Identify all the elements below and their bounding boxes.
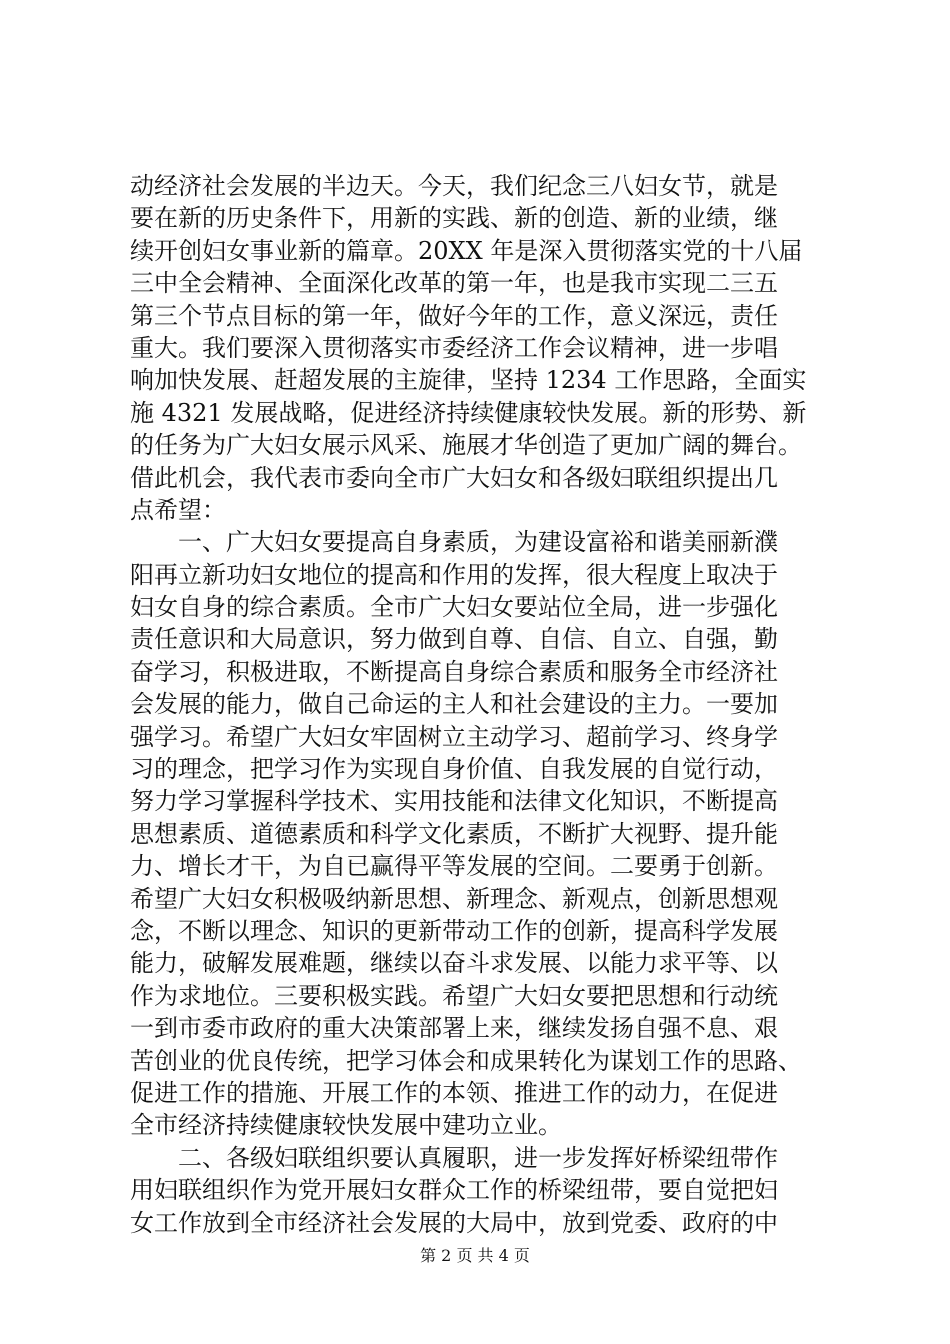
text-line: 习的理念，把学习作为实现自身价值、自我发展的自觉行动， [130, 755, 778, 784]
text-line: 阳再立新功妇女地位的提高和作用的发挥，很大程度上取决于 [130, 560, 778, 589]
text-line: 三中全会精神、全面深化改革的第一年，也是我市实现二三五 [130, 269, 778, 298]
document-body [130, 170, 830, 1239]
text-line: 作为求地位。三要积极实践。希望广大妇女要把思想和行动统 [130, 981, 778, 1010]
text-line: 动经济社会发展的半边天。今天，我们纪念三八妇女节，就是 [130, 172, 778, 200]
text-line: 念，不断以理念、知识的更新带动工作的创新，提高科学发展 [130, 916, 778, 945]
text-line: 续开创妇女事业新的篇章。20XX 年是深入贯彻落实党的十八届 [130, 236, 803, 265]
text-line: 重大。我们要深入贯彻落实市委经济工作会议精神，进一步唱 [130, 333, 778, 362]
text-line: 二、各级妇联组织要认真履职，进一步发挥好桥梁纽带作 [130, 1143, 778, 1172]
text-line: 妇女自身的综合素质。全市广大妇女要站位全局，进一步强化 [130, 593, 778, 622]
text-line: 借此机会，我代表市委向全市广大妇女和各级妇联组织提出几 [130, 463, 778, 492]
text-line: 促进工作的措施、开展工作的本领、推进工作的动力，在促进 [130, 1078, 778, 1107]
text-line: 奋学习，积极进取，不断提高自身综合素质和服务全市经济社 [130, 657, 778, 686]
text-line: 施 4321 发展战略，促进经济持续健康较快发展。新的形势、新 [130, 398, 807, 427]
text-line: 责任意识和大局意识，努力做到自尊、自信、自立、自强，勤 [130, 625, 778, 654]
text-line: 要在新的历史条件下，用新的实践、新的创造、新的业绩，继 [130, 204, 778, 233]
text-line: 用妇联组织作为党开展妇女群众工作的桥梁纽带，要自觉把妇 [130, 1176, 778, 1205]
text-line: 能力，破解发展难题，继续以奋斗求发展、以能力求平等、以 [130, 949, 778, 978]
text-line: 努力学习掌握科学技术、实用技能和法律文化知识，不断提高 [130, 787, 778, 816]
text-line: 点希望： [130, 495, 226, 524]
text-line: 一、广大妇女要提高自身素质，为建设富裕和谐美丽新濮 [130, 528, 778, 557]
text-line: 力、增长才干，为自已赢得平等发展的空间。二要勇于创新。 [130, 852, 778, 881]
text-line: 一到市委市政府的重大决策部署上来，继续发扬自强不息、艰 [130, 1014, 778, 1043]
text-line: 的任务为广大妇女展示风采、施展才华创造了更加广阔的舞台。 [130, 431, 802, 460]
text-line: 女工作放到全市经济社会发展的大局中，放到党委、政府的中 [130, 1208, 778, 1237]
text-line: 苦创业的优良传统，把学习体会和成果转化为谋划工作的思路、 [130, 1046, 802, 1075]
text-line: 会发展的能力，做自己命运的主人和社会建设的主力。一要加 [130, 690, 778, 719]
text-line: 思想素质、道德素质和科学文化素质，不断扩大视野、提升能 [130, 819, 778, 848]
text-line: 强学习。希望广大妇女牢固树立主动学习、超前学习、终身学 [130, 722, 778, 751]
text-line: 全市经济持续健康较快发展中建功立业。 [130, 1111, 562, 1140]
page-footer [0, 1246, 950, 1266]
page-number: 第 2 页 共 4 页 [420, 1246, 530, 1265]
text-line: 响加快发展、赶超发展的主旋律，坚持 1234 工作思路，全面实 [130, 366, 807, 395]
text-line: 第三个节点目标的第一年，做好今年的工作，意义深远，责任 [130, 301, 778, 330]
text-line: 希望广大妇女积极吸纳新思想、新理念、新观点，创新思想观 [130, 884, 778, 913]
